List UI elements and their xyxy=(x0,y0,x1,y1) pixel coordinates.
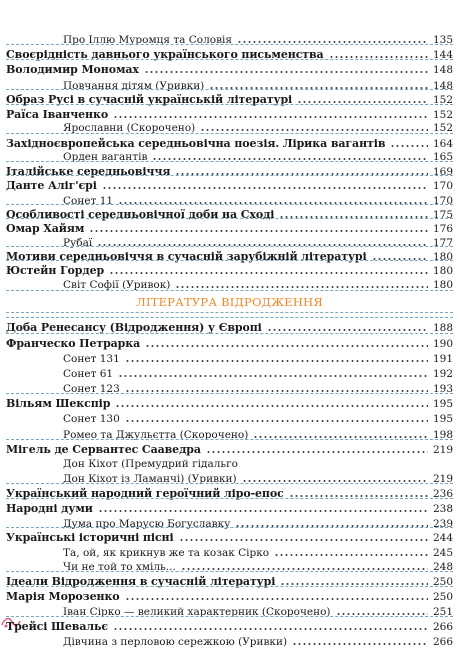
leader-dots xyxy=(125,390,428,392)
leader-dots xyxy=(145,345,428,347)
separator-rule xyxy=(6,44,453,45)
entry-title: Мігель де Сервантес Сааведра xyxy=(6,443,201,456)
entry-page-number: 193 xyxy=(432,383,453,395)
separator-rule xyxy=(6,333,453,334)
entry-title: Чи не той то хміль... xyxy=(63,561,176,573)
entry-title: Сонет 123 xyxy=(63,383,120,395)
separator-rule xyxy=(6,439,453,440)
entry-title: Мотиви середньовіччя в сучасній зарубіжній літературі xyxy=(6,250,367,263)
entry-page-number: 238 xyxy=(432,503,453,515)
entry-page-number: 251 xyxy=(432,606,453,618)
entry-page-number: 190 xyxy=(432,338,453,350)
leader-dots xyxy=(125,420,428,422)
separator-rule xyxy=(6,393,453,394)
entry-page-number: 248 xyxy=(432,561,453,573)
entry-title: Марія Морозенко xyxy=(6,590,120,603)
entry-page-number: 170 xyxy=(432,180,453,192)
entry-title: Вільям Шекспір xyxy=(6,397,111,410)
leader-dots xyxy=(152,158,428,160)
entry-title: Та, ой, як крикнув же та козак Сірко xyxy=(63,547,270,559)
leader-dots xyxy=(237,41,428,43)
separator-rule xyxy=(6,59,453,60)
entry-title: Українські історичні пісні xyxy=(6,531,174,544)
entry-page-number: 244 xyxy=(432,532,453,544)
separator-rule xyxy=(6,483,453,484)
separator-rule xyxy=(6,133,453,134)
entry-page-number: 152 xyxy=(432,122,453,134)
entry-page-number: 219 xyxy=(432,473,453,485)
entry-page-number: 152 xyxy=(432,109,453,121)
entry-title: Данте Аліг'єрі xyxy=(6,179,97,192)
entry-title: Сонет 130 xyxy=(63,413,120,425)
entry-title: Образ Русі в сучасній українській літературі xyxy=(6,93,293,106)
entry-title: Український народний героїчний ліро-епос xyxy=(6,487,284,500)
section-rule-top xyxy=(6,290,453,291)
entry-page-number: 170 xyxy=(432,195,453,207)
leader-dots xyxy=(179,539,428,541)
entry-title: Ідеали Відродження в сучасній літературі xyxy=(6,575,276,588)
leader-dots xyxy=(289,495,428,497)
separator-rule xyxy=(6,317,453,318)
entry-page-number: 164 xyxy=(432,138,453,150)
leader-dots xyxy=(113,628,428,630)
leader-dots xyxy=(297,101,428,103)
leader-dots xyxy=(98,510,428,512)
separator-rule xyxy=(6,246,453,247)
entry-page-number: 191 xyxy=(432,353,453,365)
entry-page-number: 239 xyxy=(432,518,453,530)
entry-title: Дівчина з перловою сережкою (Уривки) xyxy=(63,636,288,648)
entry-page-number: 236 xyxy=(432,488,453,500)
entry-title: Народні думи xyxy=(6,502,93,515)
separator-rule xyxy=(6,161,453,162)
entry-title: Сонет 11 xyxy=(63,195,114,207)
entry-title: Доба Ренесансу (Відродження) у Європі xyxy=(6,321,262,334)
entry-title: Володимир Мономах xyxy=(6,63,139,76)
section-rule-bottom xyxy=(6,312,453,313)
entry-page-number: 195 xyxy=(432,413,453,425)
entry-title: Своєрідність давнього українського письменства xyxy=(6,48,324,61)
entry-title: Дон Кіхот із Ламанчі) (Уривки) xyxy=(63,473,237,485)
entry-title: Орден вагантів xyxy=(63,151,148,163)
entry-page-number: 135 xyxy=(432,34,453,46)
leader-dots xyxy=(292,643,428,645)
entry-title: Світ Софії (Уривок) xyxy=(63,279,171,291)
leader-dots xyxy=(115,405,428,407)
leader-dots xyxy=(181,568,428,570)
entry-page-number: 144 xyxy=(432,49,453,61)
entry-page-number: 250 xyxy=(432,591,453,603)
separator-rule xyxy=(6,89,453,90)
separator-rule xyxy=(6,218,453,219)
entry-title: Західноєвропейська середньовічна поезія. Лірика вагантів xyxy=(6,137,386,150)
entry-page-number: 148 xyxy=(432,80,453,92)
entry-page-number: 148 xyxy=(432,64,453,76)
entry-page-number: 192 xyxy=(432,368,453,380)
entry-page-number: 219 xyxy=(432,444,453,456)
entry-title: Особливості середньовічної доби на Сході xyxy=(6,208,275,221)
separator-rule xyxy=(6,498,453,499)
section-title: ЛІТЕРАТУРА ВІДРОДЖЕННЯ xyxy=(136,295,323,309)
entry-page-number: 188 xyxy=(432,322,453,334)
separator-rule xyxy=(6,616,453,617)
entry-page-number: 152 xyxy=(432,94,453,106)
entry-title: Сонет 61 xyxy=(63,368,114,380)
leader-dots xyxy=(125,360,428,362)
toc-item-row xyxy=(0,631,459,650)
separator-rule xyxy=(6,175,453,176)
entry-title: Італійське середньовіччя xyxy=(6,165,171,178)
leader-dots xyxy=(175,286,428,288)
entry-title: Омар Хайям xyxy=(6,222,85,235)
entry-title: Іван Сірко — великий характерник (Скорочено) xyxy=(63,606,331,618)
entry-page-number: 180 xyxy=(432,251,453,263)
separator-rule xyxy=(6,204,453,205)
separator-rule xyxy=(6,260,453,261)
leader-dots xyxy=(125,598,428,600)
leader-dots xyxy=(200,129,428,131)
entry-page-number: 169 xyxy=(432,166,453,178)
entry-title: Дума про Марусю Богуславку xyxy=(63,518,231,530)
entry-page-number: 175 xyxy=(432,209,453,221)
entry-page-number: 245 xyxy=(432,547,453,559)
leader-dots xyxy=(336,613,428,615)
entry-page-number: 180 xyxy=(432,265,453,277)
leader-dots xyxy=(280,583,428,585)
entry-title: Ромео та Джульєтта (Скорочено) xyxy=(63,429,249,441)
entry-title: Про Іллю Муромця та Соловія xyxy=(63,34,233,46)
entry-page-number: 195 xyxy=(432,398,453,410)
separator-rule xyxy=(6,571,453,572)
entry-title: Сонет 131 xyxy=(63,353,120,365)
entry-page-number: 177 xyxy=(432,237,453,249)
leader-dots xyxy=(253,436,428,438)
entry-title: Трейсі Шевальє xyxy=(6,620,108,633)
entry-title: Дон Кіхот (Премудрий гідальго xyxy=(63,458,238,470)
entry-page-number: 176 xyxy=(432,223,453,235)
leader-dots xyxy=(267,329,428,331)
entry-title: Рубаї xyxy=(63,237,93,249)
entry-title: Франческо Петрарка xyxy=(6,337,141,350)
entry-title: Повчання дітям (Уривки) xyxy=(63,80,205,92)
entry-title: Юстейн Гордер xyxy=(6,264,105,277)
leader-dots xyxy=(118,375,428,377)
entry-page-number: 198 xyxy=(432,429,453,441)
separator-rule xyxy=(6,527,453,528)
separator-rule xyxy=(6,104,453,105)
leader-dots xyxy=(242,480,428,482)
leader-dots xyxy=(329,56,428,58)
leader-dots xyxy=(144,71,428,73)
leader-dots xyxy=(102,187,428,189)
entry-title: Ярославни (Скорочено) xyxy=(63,122,196,134)
entry-page-number: 165 xyxy=(432,151,453,163)
entry-page-number: 266 xyxy=(432,636,453,648)
entry-page-number: 250 xyxy=(432,576,453,588)
entry-page-number: 266 xyxy=(432,621,453,633)
entry-title: Раїса Іванченко xyxy=(6,108,109,121)
separator-rule xyxy=(6,586,453,587)
entry-page-number: 180 xyxy=(432,279,453,291)
